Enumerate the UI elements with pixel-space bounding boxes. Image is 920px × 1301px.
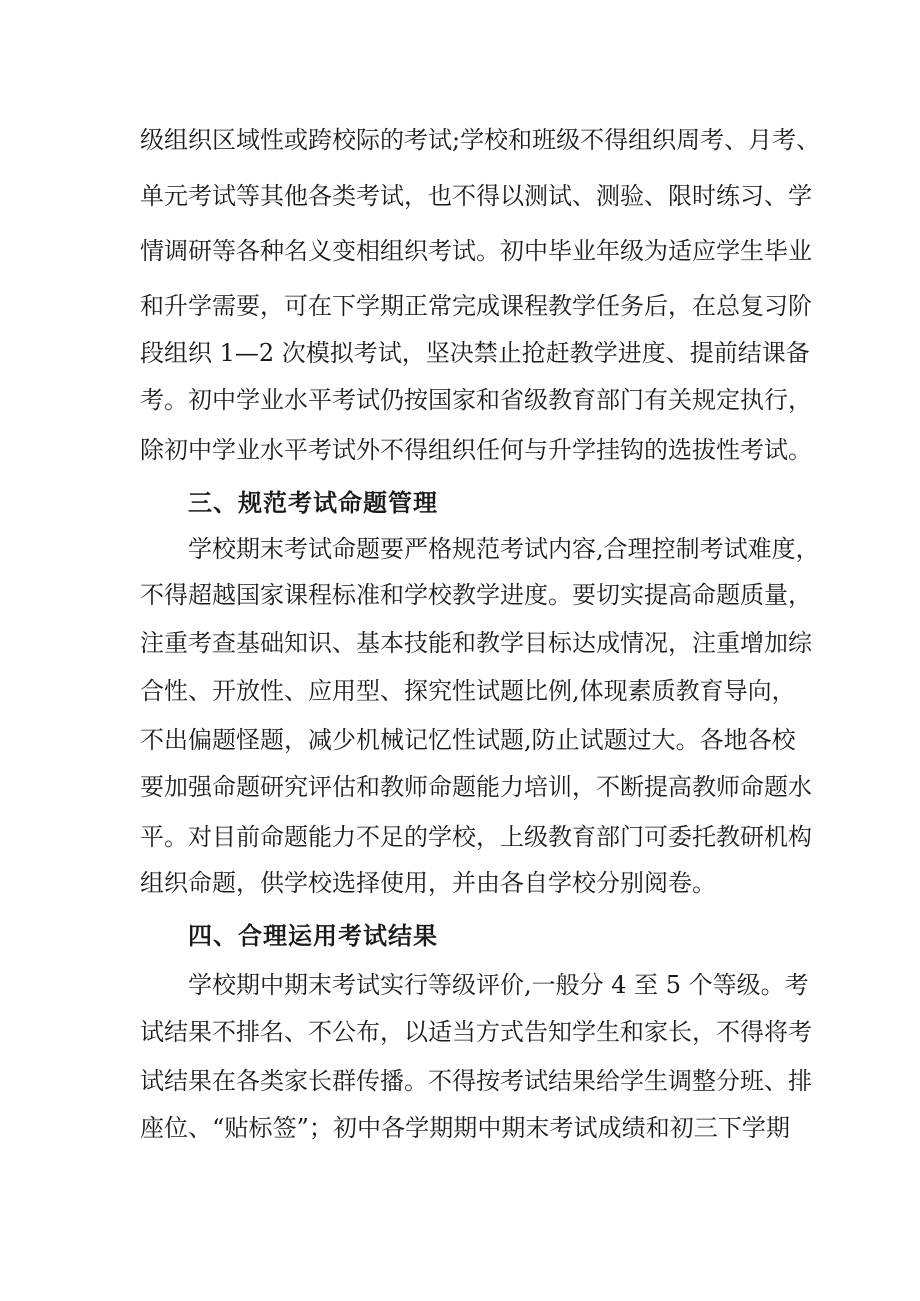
paragraph-line: 不得超越国家课程标准和学校教学进度。要切实提高命题质量， [140,581,812,609]
paragraph-line: 组织命题，供学校选择使用，并由各自学校分别阅卷。 [140,869,716,897]
paragraph-line: 段组织 1—2 次模拟考试，坚决禁止抢赶教学进度、提前结课备 [140,339,810,367]
paragraph-line: 学校期末考试命题要严格规范考试内容,合理控制考试难度， [188,535,820,563]
paragraph-line: 试结果不排名、不公布，以适当方式告知学生和家长，不得将考 [140,1018,812,1046]
paragraph-line: 要加强命题研究评估和教师命题能力培训，不断提高教师命题水 [140,773,812,801]
section-heading-3: 三、规范考试命题管理 [188,489,438,517]
paragraph-line: 考。初中学业水平考试仍按国家和省级教育部门有关规定执行， [140,386,812,414]
section-heading-4: 四、合理运用考试结果 [188,922,438,950]
paragraph-line: 注重考查基础知识、基本技能和教学目标达成情况，注重增加综 [140,629,812,657]
paragraph-line: 单元考试等其他各类考试，也不得以测试、测验、限时练习、学 [140,182,812,210]
paragraph-line: 座位、“贴标签”；初中各学期期中期末考试成绩和初三下学期 [140,1114,790,1142]
paragraph-line: 合性、开放性、应用型、探究性试题比例,体现素质教育导向， [140,677,796,705]
paragraph-line: 除初中学业水平考试外不得组织任何与升学挂钩的选拔性考试。 [140,436,812,464]
paragraph-line: 平。对目前命题能力不足的学校，上级教育部门可委托教研机构 [140,823,812,851]
paragraph-line: 学校期中期末考试实行等级评价,一般分 4 至 5 个等级。考 [188,971,809,999]
paragraph-line: 级组织区域性或跨校际的考试;学校和班级不得组织周考、月考、 [140,126,821,154]
paragraph-line: 不出偏题怪题，减少机械记忆性试题,防止试题过大。各地各校 [140,726,796,754]
paragraph-line: 试结果在各类家长群传播。不得按考试结果给学生调整分班、排 [140,1067,812,1095]
paragraph-line: 和升学需要，可在下学期正常完成课程教学任务后，在总复习阶 [140,292,812,320]
paragraph-line: 情调研等各种名义变相组织考试。初中毕业年级为适应学生毕业 [140,237,812,265]
